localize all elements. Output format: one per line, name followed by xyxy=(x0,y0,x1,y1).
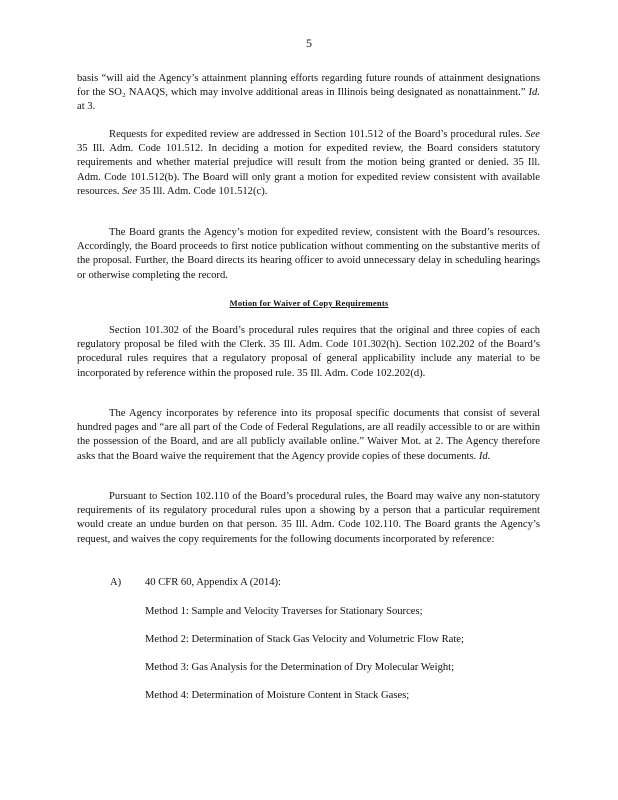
citation-id: Id. xyxy=(528,87,540,99)
paragraph-expedited-review-b: 35 Ill. Adm. Code 101.512. In deciding a motion for expedited review, the Board considers statutory requirements and whether material prejudice will result from the motion being granted or denied. 35 Ill. Adm. Code 101.512(b). The Board will only grant a motion for expedited review consistent with available resources. xyxy=(77,143,540,197)
paragraph-expedited-review-c: 35 Ill. Adm. Code 101.512(c). xyxy=(139,185,268,197)
list-title: 40 CFR 60, Appendix A (2014): xyxy=(145,577,281,588)
method-item: Method 3: Gas Analysis for the Determination of Dry Molecular Weight; xyxy=(145,662,455,673)
paragraph-incorporation-text: The Agency incorporates by reference into its proposal specific documents that consist of several hundred pages and “are all part of the Code of Federal Regulations, are all readily accessible to or are within the possession of the Board, and are all publicly available online.” Waiver Mot. at 2. The Agency therefore asks that the Board waive the requirement that the Agency provide copies of these documents. xyxy=(77,408,540,462)
paragraph-basis xyxy=(77,72,540,115)
citation-see-1: See xyxy=(525,129,540,140)
citation-see-2: See xyxy=(122,185,138,197)
method-item: Method 4: Determination of Moisture Content in Stack Gases; xyxy=(145,690,410,701)
list-label: A) xyxy=(110,577,122,588)
method-item: Method 2: Determination of Stack Gas Velocity and Volumetric Flow Rate; xyxy=(145,634,464,645)
paragraph-waiver-grant: Pursuant to Section 102.110 of the Board’s procedural rules, the Board may waive any non-statutory requirements of its regulatory procedural rules upon a showing by a person that a particular requirement would create an undue burden on that person. 35 Ill. Adm. Code 102.110. The Board grants the Agency’s request, and waives the copy requirements for the following documents incorporated by reference: xyxy=(77,491,540,545)
paragraph-expedited-review xyxy=(77,128,540,199)
paragraph-board-grants: The Board grants the Agency’s motion for expedited review, consistent with the Board’s resources. Accordingly, the Board proceeds to first notice publication without commenting on the substantive merits of the proposal. Further, the Board directs its hearing officer to avoid unnecessary delay in scheduling hearings or otherwise completing the record. xyxy=(77,227,540,281)
paragraph-basis-text: basis “will aid the Agency’s attainment planning efforts regarding future rounds of attainment designations for the SO₂ NAAQS, which may involve additional areas in Illinois being designated as nonattainment.” xyxy=(77,73,540,99)
paragraph-incorporation xyxy=(77,407,540,464)
paragraph-basis-end: at 3. xyxy=(77,101,96,113)
method-item: Method 1: Sample and Velocity Traverses for Stationary Sources; xyxy=(145,606,423,617)
citation-id-2: Id. xyxy=(478,450,491,462)
paragraph-expedited-review-a: Requests for expedited review are addressed in Section 101.512 of the Board’s procedural rules. xyxy=(109,129,523,140)
page-number: 5 xyxy=(306,36,312,50)
section-heading: Motion for Waiver of Copy Requirements xyxy=(229,298,389,308)
paragraph-copy-rules: Section 101.302 of the Board’s procedural rules requires that the original and three copies of each regulatory proposal be filed with the Clerk. 35 Ill. Adm. Code 101.302(h). Section 102.202 of the Board’s procedural rules requires that a regulatory proposal of general applicability include any material to be incorporated by reference within the proposed rule. 35 Ill. Adm. Code 102.202(d). xyxy=(77,325,540,379)
